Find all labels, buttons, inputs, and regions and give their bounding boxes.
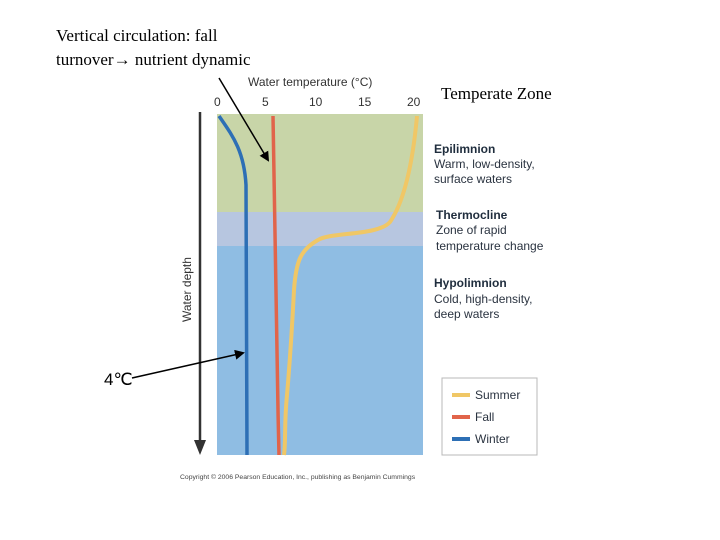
x-axis-title: Water temperature (°C) (248, 75, 373, 89)
epilimnion-desc: surface waters (434, 172, 513, 186)
y-axis-title: Water depth (180, 257, 194, 322)
title-line-2: turnover→ nutrient dynamic (56, 50, 251, 69)
legend-label-winter: Winter (475, 432, 510, 446)
x-tick: 0 (214, 95, 221, 109)
legend-label-fall: Fall (475, 410, 495, 424)
epilimnion-title: Epilimnion (434, 142, 496, 156)
zone-label: Temperate Zone (441, 84, 552, 103)
x-tick: 5 (262, 95, 269, 109)
thermocline-title: Thermocline (436, 208, 508, 222)
x-tick: 20 (407, 95, 421, 109)
thermocline-desc: Zone of rapid (436, 223, 507, 237)
hypolimnion-desc: deep waters (434, 307, 500, 321)
depth-axis-arrowhead (194, 440, 206, 455)
x-tick: 10 (309, 95, 323, 109)
epilimnion-desc: Warm, low-density, (434, 157, 535, 171)
x-tick: 15 (358, 95, 372, 109)
thermocline-desc: temperature change (436, 239, 544, 253)
title-line-1: Vertical circulation: fall (56, 26, 218, 45)
hypolimnion-title: Hypolimnion (434, 276, 507, 290)
temperature-annotation: 4℃ (104, 370, 133, 389)
copyright-text: Copyright © 2006 Pearson Education, Inc., publishing as Benjamin Cummings (180, 474, 416, 481)
epilimnion-layer (217, 114, 423, 212)
legend-label-summer: Summer (475, 388, 521, 402)
hypolimnion-desc: Cold, high-density, (434, 292, 533, 306)
